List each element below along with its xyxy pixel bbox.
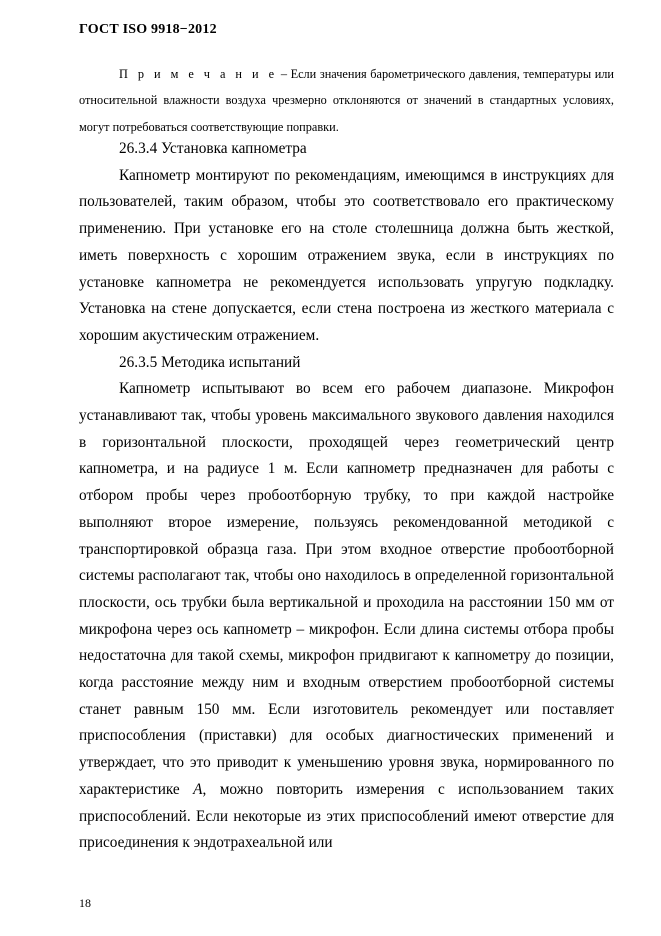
note-label: П р и м е ч а н и е bbox=[119, 67, 278, 81]
section-heading-26-3-4: 26.3.4 Установка капнометра bbox=[119, 140, 307, 157]
note-text: – Если значения барометрического давления, температуры или относительной влажности воздуха чрезмерно отклоняются от значений в стандартных условиях, могут потребоваться соответствующие поправки. bbox=[79, 67, 614, 134]
page-number: 18 bbox=[79, 896, 91, 910]
paragraph-test-method bbox=[79, 376, 614, 857]
test-method-text-part-1: Капнометр испытывают во всем его рабочем диапазоне. Микрофон устанавливают так, чтобы уровень максимального звукового давления находился в горизонтальной плоскости, проходящей через геометрический центр капнометра, и на радиусе 1 м. Если капнометр предназначен для работы с отбором пробы через пробоотборную трубку, то при каждой настройке выполняют второе измерение, пользуясь рекомендованной методикой с транспортировкой образца газа. При этом входное отверстие пробоотборной системы располагают так, чтобы оно находилось в определенной горизонтальной плоскости, ось трубки была вертикальной и проходила на расстоянии 150 мм от микрофона через ось капнометр – микрофон. Если длина системы отбора пробы недостаточна для такой схемы, микрофон придвигают к капнометру до позиции, когда расстояние между ним и входным отверстием пробоотборной системы станет равным 150 мм. Если изготовитель рекомендует или поставляет приспособления (приставки) для особых диагностических применений и утверждает, что это приводит к уменьшению уровня звука, нормированного по характеристике bbox=[79, 380, 614, 798]
main-text bbox=[79, 136, 614, 857]
test-method-text-part-2: , можно повторить измерения с использованием таких приспособлений. Если некоторые из этих приспособлений имеют отверстие для присоединения к эндотрахеальной или bbox=[79, 780, 614, 852]
section-heading-26-3-5: 26.3.5 Методика испытаний bbox=[119, 353, 301, 371]
characteristic-a-italic: А bbox=[193, 780, 203, 798]
note-block bbox=[79, 61, 614, 140]
paragraph-installation: Капнометр монтируют по рекомендациям, имеющимся в инструкциях для пользователей, таким образом, чтобы это соответствовало его практическому применению. При установке его на столе столешница должна быть жесткой, иметь поверхность с хорошим отражением звука, если в инструкциях по установке капнометра не рекомендуется использовать упругую подкладку. Установка на стене допускается, если стена построена из жесткого материала с хорошим акустическим отражением. bbox=[79, 166, 614, 344]
standard-header: ГОСТ ISO 9918−2012 bbox=[79, 22, 217, 37]
